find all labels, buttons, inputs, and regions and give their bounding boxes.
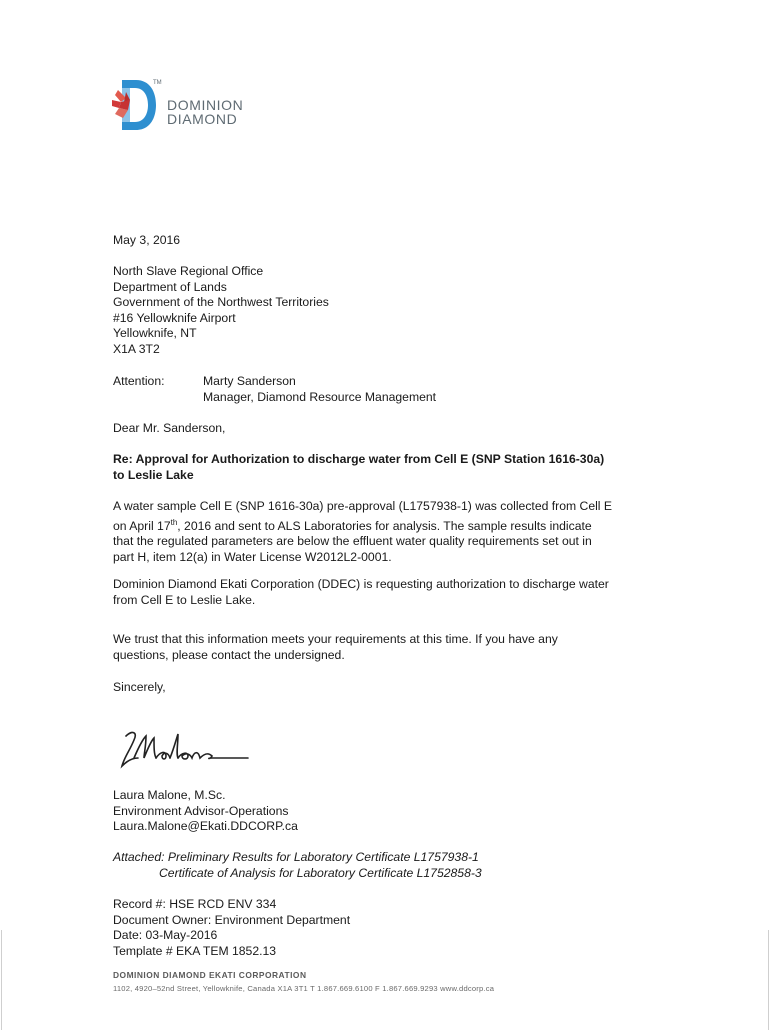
recipient-address <box>113 264 673 358</box>
address-line: Yellowknife, NT <box>113 326 197 341</box>
logo-line-1: DOMINION <box>167 97 244 113</box>
address-line: X1A 3T2 <box>113 341 160 356</box>
sender-name: Laura Malone, M.Sc. <box>113 788 226 802</box>
paragraph-3: We trust that this information meets your requirements at this time. If you have any questions, please contact the undersigned. <box>113 632 558 662</box>
address-line: Department of Lands <box>113 279 227 294</box>
trademark-mark: TM <box>153 80 162 86</box>
subject-line: Re: Approval for Authorization to discharge water from Cell E (SNP Station 1616-30a) to Leslie Lake <box>113 452 605 482</box>
record-line: Date: 03-May-2016 <box>113 928 218 943</box>
address-line: #16 Yellowknife Airport <box>113 310 236 325</box>
page-edge-divider <box>768 930 769 1030</box>
paragraph-2: Dominion Diamond Ekati Corporation (DDEC) is requesting authorization to discharge water from Cell E to Leslie Lake. <box>113 577 609 607</box>
record-block <box>113 897 673 959</box>
sender-email: Laura.Malone@Ekati.DDCORP.ca <box>113 819 298 834</box>
logo-wordmark <box>167 98 243 126</box>
record-line: Template # EKA TEM 1852.13 <box>113 943 277 958</box>
footer-company-name: DOMINION DIAMOND EKATI CORPORATION <box>113 970 307 980</box>
attention-block <box>113 374 673 405</box>
paragraph-1: A water sample Cell E (SNP 1616-30a) pre-approval (L1757938-1) was collected from Cell E on April 17th, 2016 and sent to ALS Laboratories for analysis. The sample results indicate that the regulated parameters are below the effluent water quality requirements set out in part H, item 12(a) in Water License W2012L2-0001. <box>113 499 613 564</box>
logo-line-2: DIAMOND <box>167 111 238 127</box>
page-edge-divider <box>1 930 2 1030</box>
company-logo <box>110 78 270 134</box>
sender-role: Environment Advisor-Operations <box>113 803 289 818</box>
dominion-diamond-logo-icon <box>110 78 158 132</box>
salutation: Dear Mr. Sanderson, <box>113 421 226 435</box>
sender-block <box>113 788 673 835</box>
closing: Sincerely, <box>113 680 166 694</box>
attention-name: Marty Sanderson <box>203 374 296 388</box>
address-line: North Slave Regional Office <box>113 264 264 278</box>
footer-address: 1102, 4920–52nd Street, Yellowknife, Canada X1A 3T1 T 1.867.669.6100 F 1.867.669.9293 www.ddcorp.ca <box>113 984 495 993</box>
attachments-block: Attached: Preliminary Results for Laboratory Certificate L1757938-1 Certificate of Analysis for Laboratory Certificate L1752858-3 <box>113 850 482 880</box>
attention-title: Manager, Diamond Resource Management <box>203 389 437 404</box>
handwritten-signature-icon <box>114 728 254 772</box>
record-line: Record #: HSE RCD ENV 334 <box>113 897 277 911</box>
attention-label: Attention: <box>113 374 165 388</box>
record-line: Document Owner: Environment Department <box>113 912 351 927</box>
letter-date: May 3, 2016 <box>113 233 181 247</box>
address-line: Government of the Northwest Territories <box>113 295 329 310</box>
